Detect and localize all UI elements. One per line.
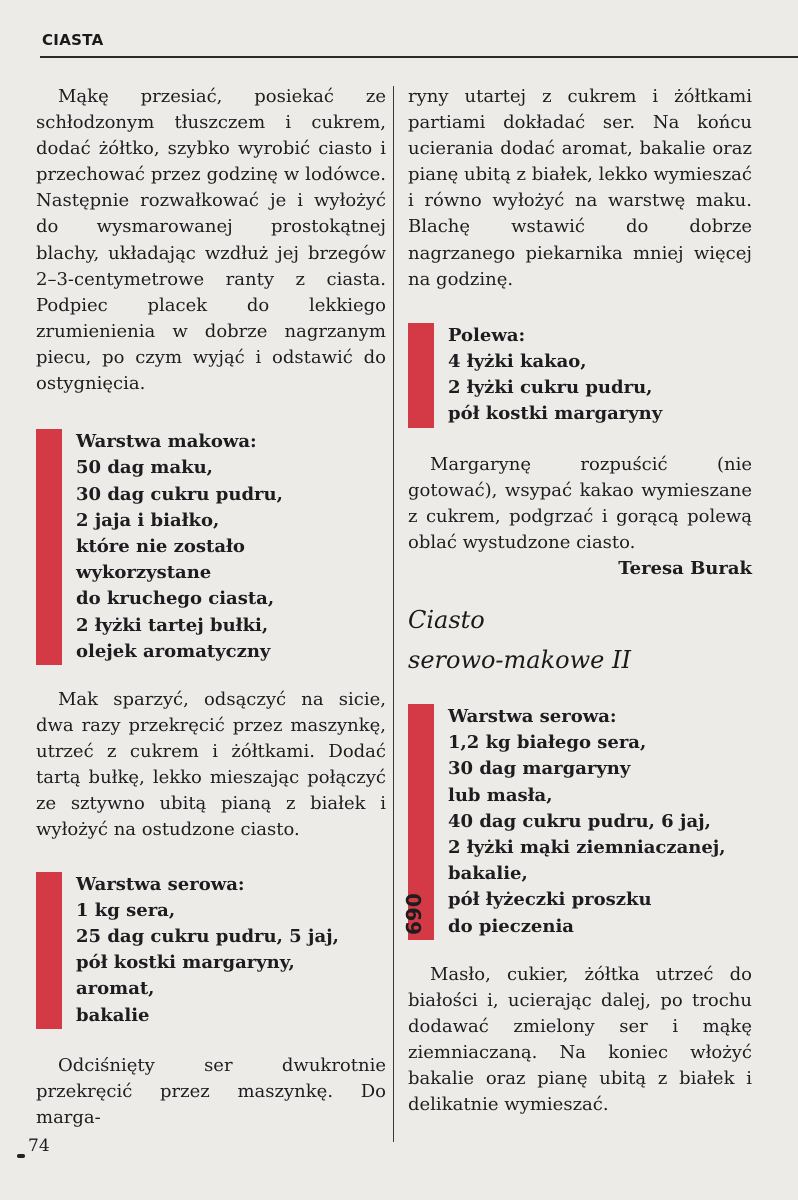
ingredient-line: lub masła, xyxy=(448,784,553,806)
ingredient-line: 1 kg sera, xyxy=(76,899,176,921)
ingredient-line: 30 dag margaryny xyxy=(448,758,631,780)
left-column xyxy=(36,84,386,1131)
recipe-title-line-1: Ciasto xyxy=(408,605,485,634)
polewa-paragraph: Margarynę rozpuścić (nie gotować), wsypać kakao wymieszane z cukrem, podgrzać i gorącą polewą oblać wystudzone ciasto. xyxy=(408,453,752,553)
ingredient-line: bakalie xyxy=(76,1004,150,1026)
ingredient-line: pół kostki margaryny xyxy=(448,403,663,425)
accent-bar xyxy=(408,323,434,428)
ingredient-line: 2 jaja i białko, xyxy=(76,509,220,531)
ingredient-line: do pieczenia xyxy=(448,915,574,937)
ingredient-line: 25 dag cukru pudru, 5 jaj, xyxy=(76,925,339,947)
ingredients-box-serowa xyxy=(36,872,386,1029)
right-column xyxy=(408,84,752,1118)
ingredient-line: Warstwa makowa: xyxy=(76,431,257,453)
accent-bar xyxy=(36,872,62,1029)
ingredient-line: Polewa: xyxy=(448,324,526,346)
mak-paragraph: Mak sparzyć, odsączyć na sicie, dwa razy przekręcić przez maszynkę, utrzeć z cukrem i żółtkami. Dodać tartą bułkę, lekko mieszając połączyć ze sztywno ubitą pianą z białek i wyłożyć na ostudzone ciasto. xyxy=(36,688,386,841)
author-signature: Teresa Burak xyxy=(618,557,752,579)
ingredients-box-serowa-2 xyxy=(408,704,752,940)
final-paragraph: Masło, cukier, żółtka utrzeć do białości i, ucierając dalej, po trochu dodawać zmielony ser i mąkę ziemniaczaną. Na koniec włożyć bakalie oraz pianę ubitą z białek i delikatnie wymieszać. xyxy=(408,963,752,1116)
ingredient-line: 2 łyżki tartej bułki, xyxy=(76,614,269,636)
ingredient-line: 4 łyżki kakao, xyxy=(448,350,587,372)
ingredient-line: 1,2 kg białego sera, xyxy=(448,732,647,754)
ingredient-line: wykorzystane xyxy=(76,562,212,584)
column-divider xyxy=(393,86,394,1142)
ingredient-line: pół kostki margaryny, xyxy=(76,952,295,974)
ingredient-line: olejek aromatyczny xyxy=(76,640,271,662)
section-header: CIASTA xyxy=(42,31,104,49)
accent-bar xyxy=(36,429,62,665)
ingredient-line: 2 łyżki mąki ziemniaczanej, xyxy=(448,836,726,858)
ingredient-line: aromat, xyxy=(76,978,155,1000)
continuation-paragraph: ryny utartej z cukrem i żółtkami partiami dokładać ser. Na końcu ucierania dodać aromat, bakalie oraz pianę ubitą z białek, lekko wymieszać i równo wyłożyć na warstwę maku. Blachę wstawić do dobrze nagrzanego piekarnika mniej więcej na godzinę. xyxy=(408,86,752,290)
ingredient-line: bakalie, xyxy=(448,863,528,885)
ingredient-line: do kruchego ciasta, xyxy=(76,588,275,610)
header-rule xyxy=(40,56,798,58)
ingredient-line: 30 dag cukru pudru, xyxy=(76,483,283,505)
ingredient-line: pół łyżeczki proszku xyxy=(448,889,652,911)
ser-paragraph: Odciśnięty ser dwukrotnie przekręcić przez maszynkę. Do marga- xyxy=(36,1054,386,1128)
ingredient-line: Warstwa serowa: xyxy=(448,705,617,727)
intro-paragraph: Mąkę przesiać, posiekać ze schłodzonym tłuszczem i cukrem, dodać żółtko, szybko wyrobić ciasto i przechować przez godzinę w lodówce. Następnie rozwałkować je i wyłożyć do wysmarowanej prostokątnej blachy, układając wzdłuż jej brzegów 2–3-centymetrowe ranty z ciasta. Podpiec placek do lekkiego zrumienienia w dobrze nagrzanym piecu, po czym wyjąć i odstawić do ostygnięcia. xyxy=(36,86,386,395)
recipe-code: 690 xyxy=(402,893,426,935)
page-marker xyxy=(17,1154,25,1158)
ingredients-box-makowa xyxy=(36,429,386,665)
ingredient-line: 40 dag cukru pudru, 6 jaj, xyxy=(448,810,711,832)
ingredient-line: które nie zostało xyxy=(76,535,245,557)
ingredient-line: 2 łyżki cukru pudru, xyxy=(448,377,653,399)
recipe-title-line-2: serowo-makowe II xyxy=(408,645,631,674)
ingredient-line: Warstwa serowa: xyxy=(76,873,245,895)
ingredient-line: 50 dag maku, xyxy=(76,457,213,479)
page-number: 74 xyxy=(28,1136,50,1156)
ingredients-box-polewa xyxy=(408,323,752,428)
